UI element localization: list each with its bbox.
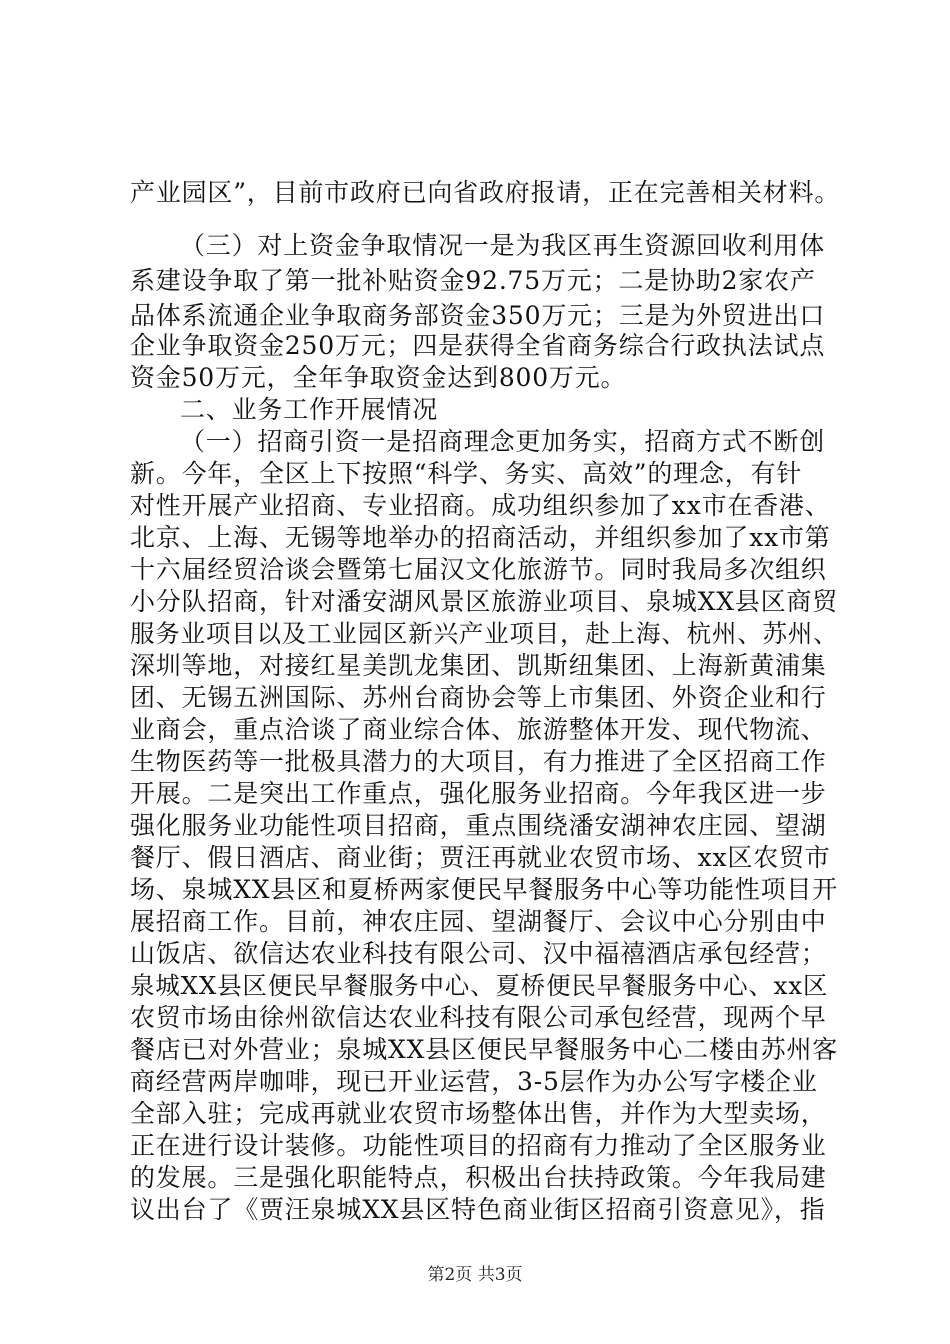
text-line: 泉城XX县区便民早餐服务中心、夏桥便民早餐服务中心、xx区	[130, 971, 829, 1000]
text-line: 商经营两岸咖啡，现已开业运营，3-5层作为办公写字楼企业	[130, 1067, 818, 1096]
text-line: 的发展。三是强化职能特点，积极出台扶持政策。今年我局建	[130, 1163, 827, 1192]
text-line: 农贸市场由徐州欲信达农业科技有限公司承包经营，现两个早	[130, 1003, 827, 1032]
text-line: 深圳等地，对接红星美凯龙集团、凯斯纽集团、上海新黄浦集	[130, 651, 827, 680]
text-line: 产业园区”，目前市政府已向省政府报请，正在完善相关材料。	[130, 178, 841, 207]
text-line: （三）对上资金争取情况一是为我区再生资源回收利用体	[180, 231, 826, 260]
text-line: 资金50万元，全年争取资金达到800万元。	[130, 363, 627, 392]
text-line: 系建设争取了第一批补贴资金92.75万元；二是协助2家农产	[130, 266, 816, 295]
text-line: 企业争取资金250万元；四是获得全省商务综合行政执法试点	[130, 331, 826, 360]
text-line: 正在进行设计装修。功能性项目的招商有力推动了全区服务业	[130, 1131, 827, 1160]
text-line: 餐店已对外营业；泉城XX县区便民早餐服务中心二楼由苏州客	[130, 1035, 838, 1064]
text-line: 全部入驻；完成再就业农贸市场整体出售，并作为大型卖场，	[130, 1099, 827, 1128]
text-line: 场、泉城XX县区和夏桥两家便民早餐服务中心等功能性项目开	[130, 875, 838, 904]
text-line: 山饭店、欲信达农业科技有限公司、汉中福禧酒店承包经营；	[130, 939, 827, 968]
text-line: （一）招商引资一是招商理念更加务实，招商方式不断创	[180, 427, 826, 456]
text-line: 对性开展产业招商、专业招商。成功组织参加了xx市在香港、	[130, 491, 831, 520]
text-line: 业商会，重点洽谈了商业综合体、旅游整体开发、现代物流、	[130, 715, 827, 744]
text-line: 餐厅、假日酒店、商业街；贾汪再就业农贸市场、xx区农贸市	[130, 843, 831, 872]
page-number-footer: 第2页 共3页	[427, 1265, 523, 1285]
text-line: 品体系流通企业争取商务部资金350万元；三是为外贸进出口	[130, 301, 826, 330]
text-line: 生物医药等一批极具潜力的大项目，有力推进了全区招商工作	[130, 747, 827, 776]
text-line: 议出台了《贾汪泉城XX县区特色商业街区招商引资意见》，指	[130, 1195, 826, 1224]
text-line: 服务业项目以及工业园区新兴产业项目，赴上海、杭州、苏州、	[130, 619, 839, 648]
text-line: 新。今年，全区上下按照“科学、务实、高效”的理念，有针	[130, 459, 803, 488]
text-line: 小分队招商，针对潘安湖风景区旅游业项目、泉城XX县区商贸	[130, 587, 838, 616]
section-heading: 二、业务工作开展情况	[180, 395, 439, 424]
text-line: 展招商工作。目前，神农庄园、望湖餐厅、会议中心分别由中	[130, 907, 827, 936]
text-line: 北京、上海、无锡等地举办的招商活动，并组织参加了xx市第	[130, 523, 831, 552]
text-line: 团、无锡五洲国际、苏州台商协会等上市集团、外资企业和行	[130, 683, 827, 712]
text-line: 强化服务业功能性项目招商，重点围绕潘安湖神农庄园、望湖	[130, 811, 827, 840]
text-line: 开展。二是突出工作重点，强化服务业招商。今年我区进一步	[130, 779, 827, 808]
text-line: 十六届经贸洽谈会暨第七届汉文化旅游节。同时我局多次组织	[130, 555, 827, 584]
